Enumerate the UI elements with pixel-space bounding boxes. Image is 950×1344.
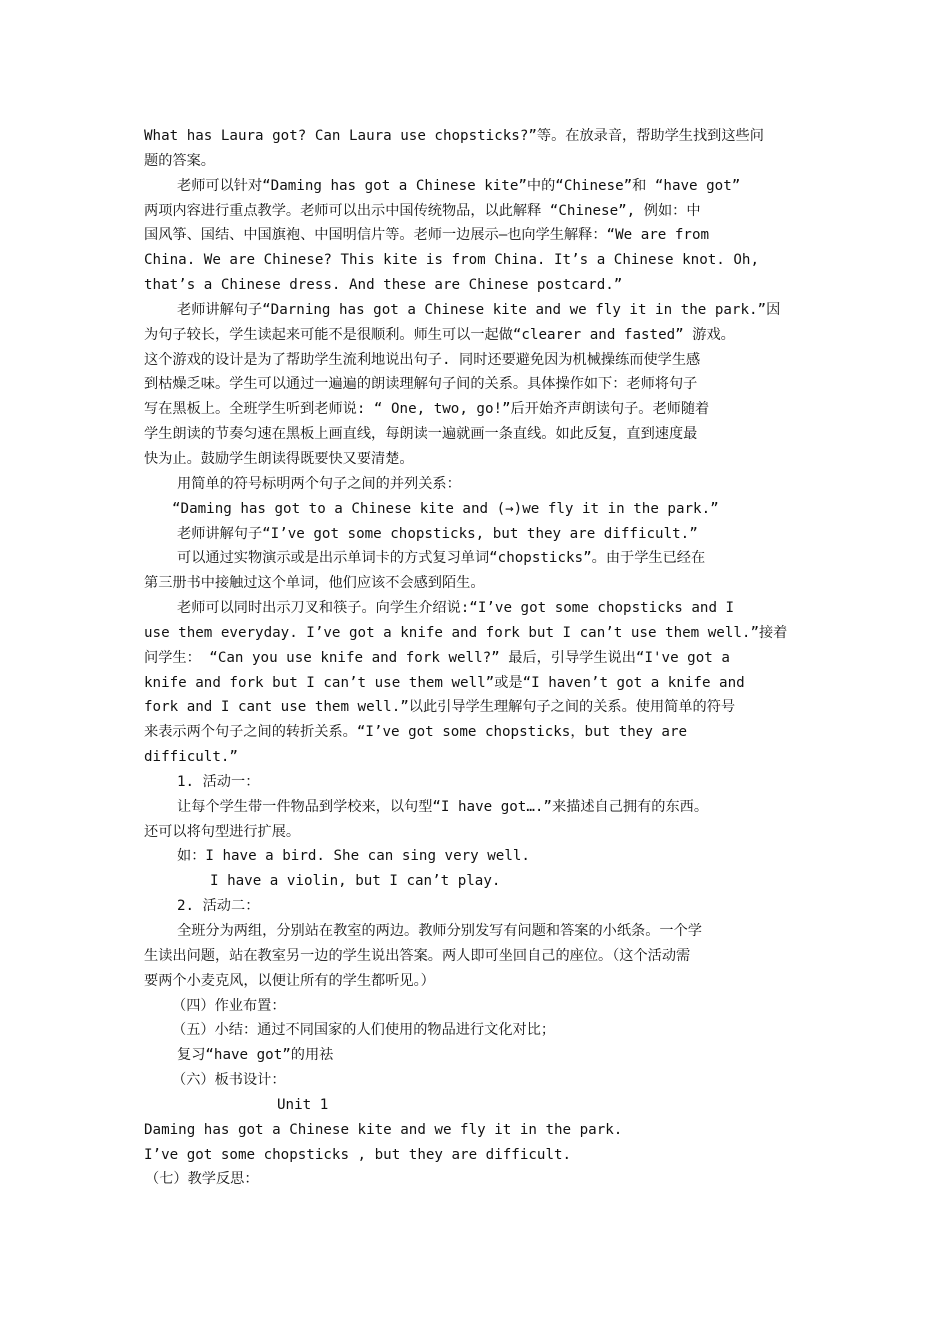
section-heading: （六）板书设计： [172,1072,286,1089]
board-title: Unit 1 [277,1096,329,1113]
text-line: 生读出问题，站在教室另一边的学生说出答案。两人即可坐回自己的座位。（这个活动需 [144,947,691,964]
text-line: 全班分为两组，分别站在教室的两边。教师分别发写有问题和答案的小纸条。一个学 [177,923,702,939]
section-heading: （四）作业布置： [172,997,286,1014]
text-line: 写在黑板上。全班学生听到老师说: “ One, two, go!”后开始齐声朗读句子。老师随着 [144,401,710,418]
text-line: 老师可以针对“Daming has got a Chinese kite”中的“Chinese”和 “have got” [177,177,741,194]
text-line: 可以通过实物演示或是出示单词卡的方式复习单词“chopsticks”。由于学生已经在 [177,550,706,567]
text-line: 老师可以同时出示刀叉和筷子。向学生介绍说:“I’ve got some chopsticks and I [177,600,735,617]
example-line: I have a violin, but I can’t play. [210,873,501,890]
board-line: Daming has got a Chinese kite and we fly it in the park. [144,1121,623,1138]
text-line: difficult.” [144,749,238,766]
document-page [144,124,814,1192]
text-line: “Daming has got to a Chinese kite and (→)we fly it in the park.” [172,500,719,517]
text-line: use them everyday. I’ve got a knife and fork but I can’t use them well.”接着 [144,624,788,641]
text-line: 要两个小麦克风，以便让所有的学生都听见。） [144,972,435,989]
text-line: 第三册书中接触过这个单词，他们应该不会感到陌生。 [144,575,485,592]
text-line: 两项内容进行重点教学。老师可以出示中国传统物品，以此解释 “Chinese”, 例如：中 [144,202,701,219]
text-line: 学生朗读的节奏匀速在黑板上画直线，每朗读一遍就画一条直线。如此反复，直到速度最 [144,426,698,443]
text-line: 到枯燥乏味。学生可以通过一遍遍的朗读理解句子间的关系。具体操作如下：老师将句子 [144,376,698,393]
text-line: 老师讲解句子“Darning has got a Chinese kite and we fly it in the park.”因 [177,301,781,318]
text-line: 快为止。鼓励学生朗读得既要快又要清楚。 [144,450,414,467]
text-line: 问学生： “Can you use knife and fork well?” 最后，引导学生说出“I've got a [144,649,730,666]
text-line: 来表示两个句子之间的转折关系。“I’ve got some chopsticks，but they are [144,724,688,741]
text-line: 用简单的符号标明两个句子之间的并列关系： [177,475,461,492]
text-line: 老师讲解句子“I’ve got some chopsticks, but they are difficult.” [177,525,698,542]
text-line: China. We are Chinese? This kite is from China. It’s a Chinese knot. Oh, [144,252,759,269]
text-line: 还可以将句型进行扩展。 [144,823,301,840]
text-line: that’s a Chinese dress. And these are Chinese postcard.” [144,277,623,294]
board-line: I’ve got some chopsticks , but they are difficult. [144,1146,572,1163]
text-line: 国风筝、国结、中国旗袍、中国明信片等。老师一边展示—也向学生解释：“We are from [144,227,710,244]
text-line: knife and fork but I can’t use them well”或是“I haven’t got a knife and [144,674,745,691]
text-line: What has Laura got? Can Laura use chopsticks?”等。在放录音，帮助学生找到这些问 [144,128,764,144]
text-line: 为句子较长，学生读起来可能不是很顺利。师生可以一起做“clearer and fasted” 游戏。 [144,326,735,343]
example-line: 如：I have a bird. She can sing very well. [177,848,530,865]
text-line: 题的答案。 [144,152,215,169]
text-line: 让每个学生带一件物品到学校来，以句型“I have got….”来描述自己拥有的东西。 [177,798,709,815]
text-line: 复习“have got”的用祛 [177,1047,334,1064]
list-item-heading: 1. 活动一： [177,773,260,790]
section-heading: （七）教学反思： [145,1171,259,1188]
text-line: fork and I cant use them well.”以此引导学生理解句子之间的关系。使用简单的符号 [144,699,736,716]
list-item-heading: 2. 活动二： [177,898,260,915]
text-line: 这个游戏的设计是为了帮助学生流利地说出句子. 同时还要避免因为机械操练而使学生感 [144,351,701,368]
section-heading: （五）小结：通过不同国家的人们使用的物品进行文化对比； [172,1022,556,1039]
